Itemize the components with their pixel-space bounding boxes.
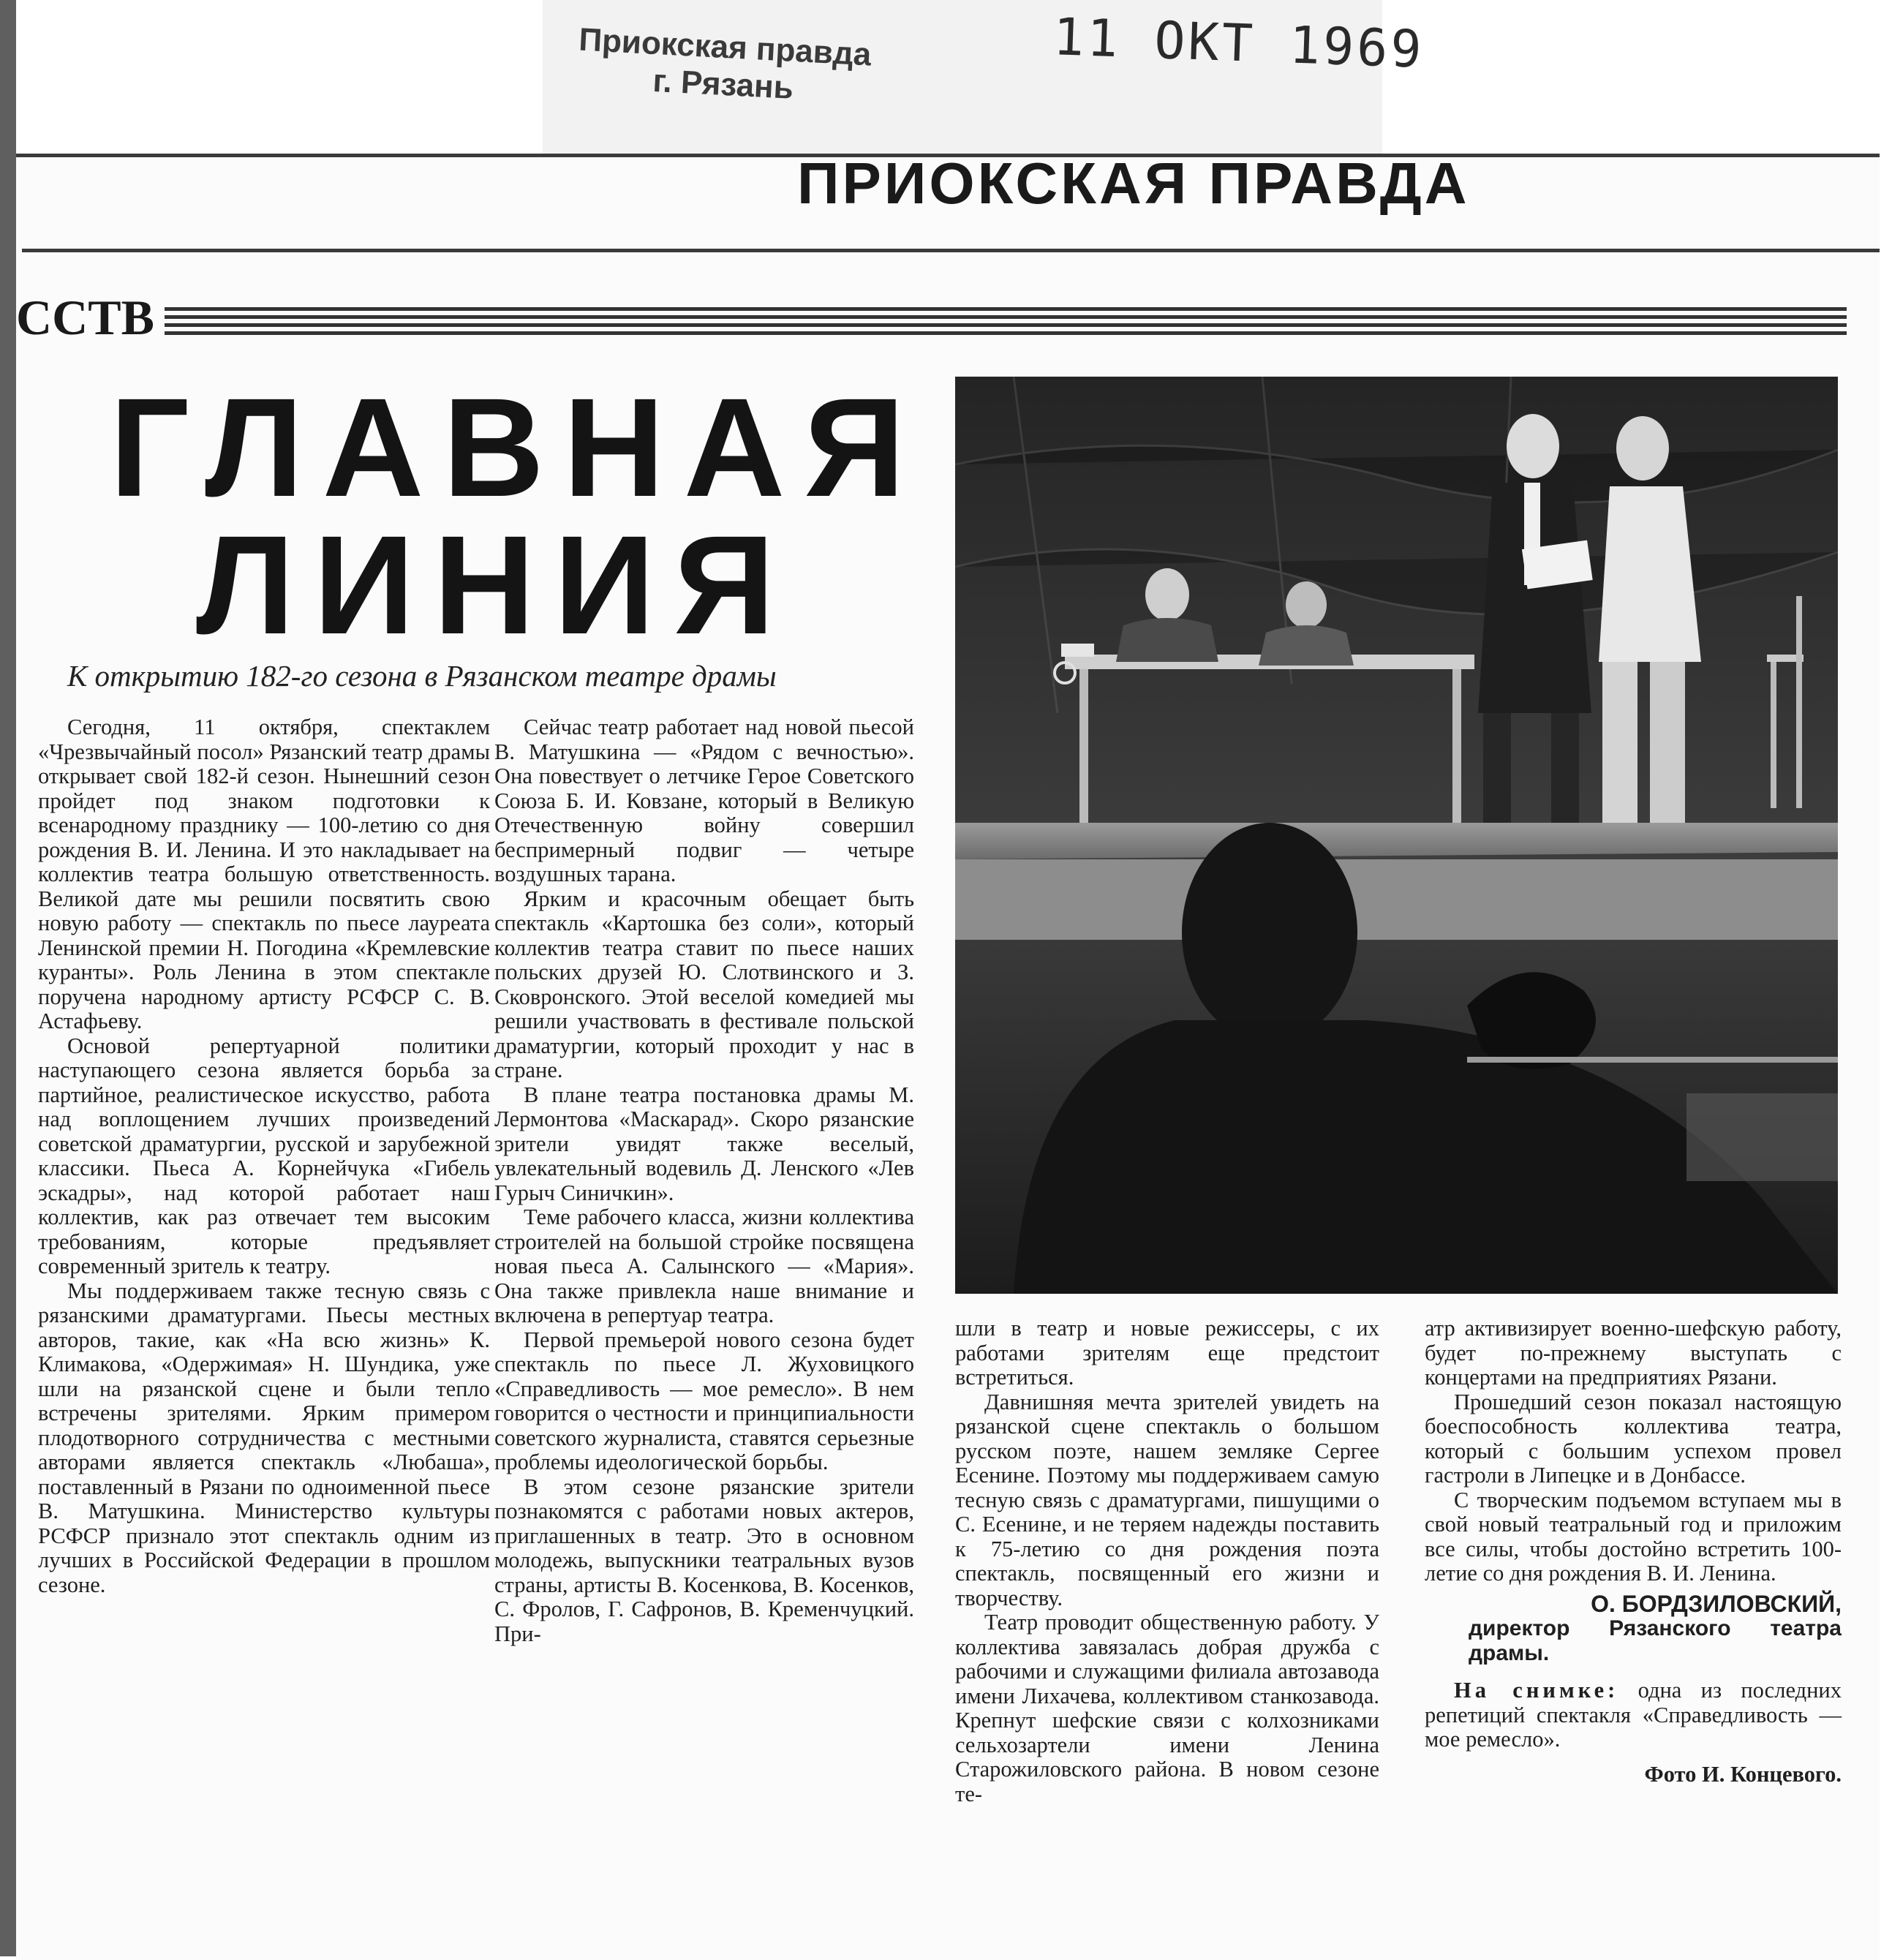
archive-stamp	[576, 22, 872, 111]
paragraph: Прошедший сезон показал настоящую боеспособность коллектива театра, который с большим успехом провел гастроли в Липецке и в Донбассе.	[1425, 1389, 1842, 1488]
stamp-date: 11 ОКТ 1969	[1052, 7, 1425, 80]
headline-line-2: ЛИНИЯ	[196, 506, 794, 663]
author-name: О. БОРДЗИЛОВСКИЙ,	[1591, 1590, 1842, 1617]
paragraph: Первой премьерой нового сезона будет спектакль по пьесе Л. Жуховицкого «Справедливость — мое ремесло». В нем говорится о честности и принципиальности советского журналиста, ставятся серьезные проблемы идеологической борьбы.	[494, 1327, 914, 1474]
rubric-hatch-lines	[165, 307, 1847, 335]
paragraph: Театр проводит общественную работу. У коллектива завязалась добрая дружба с рабочими и служащими филиала автозавода имени Лихачева, коллективом станкозавода. Крепнут шефские связи с колхозниками сельхозартели имени Ленина Старожиловского района. В новом сезоне те-	[955, 1610, 1379, 1806]
photo-credit: Фото И. Концевого.	[1644, 1761, 1842, 1787]
paragraph: шли в театр и новые режиссеры, с их работами зрителям еще предстоит встретиться.	[955, 1316, 1379, 1390]
paragraph: В этом сезоне рязанские зрители познакомятся с работами новых актеров, приглашенных в театр. Это в основном молодежь, выпускники театральных вузов страны, артисты В. Косенкова, В. Косенков, С. Фролов, Г. Сафронов, В. Кременчуцкий. При-	[494, 1474, 914, 1646]
paragraph: атр активизирует военно-шефскую работу, будет по-прежнему выступать с концертами на предприятиях Рязани.	[1425, 1316, 1842, 1390]
article-column-2	[494, 715, 914, 1646]
article-column-3	[955, 1316, 1379, 1806]
newspaper-masthead: ПРИОКСКАЯ ПРАВДА	[797, 151, 1470, 216]
paragraph: Основой репертуарной политики наступающего сезона является борьба за партийное, реалистическое искусство, работа над воплощением лучших произведений советской драматургии, русской и зарубежной классики. Пьеса А. Корнейчука «Гибель эскадры», над которой работает наш коллектив, как раз отвечает тем высоким требованиям, которые предъявляет современный зритель к театру.	[38, 1033, 490, 1278]
rubric-label: ССТВ	[16, 290, 154, 345]
caption-text: одна из последних репетиций спектакля «Справедливость — мое ремесло».	[1425, 1678, 1842, 1752]
background-strip	[0, 0, 16, 1956]
paragraph: Теме рабочего класса, жизни коллектива строителей на большой стройке посвящена новая пьеса А. Салынского — «Мария». Она также привлекла наше внимание и включена в репертуар театра.	[494, 1205, 914, 1327]
article-column-4	[1425, 1316, 1842, 1787]
stamp-line-2: г. Рязань	[652, 62, 795, 106]
paragraph: Сегодня, 11 октября, спектаклем «Чрезвычайный посол» Рязанский театр драмы открывает свой 182-й сезон. Нынешний сезон пройдет под знаком подготовки к всенародному празднику — 100-летию со дня рождения В. И. Ленина. И это накладывает на коллектив театра большую ответственность. Великой дате мы решили посвятить свою новую работу — спектакль по пьесе лауреата Ленинской премии Н. Погодина «Кремлевские куранты». Роль Ленина в этом спектакле поручена народному артисту РСФСР С. В. Астафьеву.	[38, 715, 490, 1033]
headline-line-1: ГЛАВНАЯ	[110, 369, 924, 526]
article-headline	[110, 369, 924, 663]
paragraph: С творческим подъемом вступаем мы в свой новый театральный год и приложим все силы, чтобы достойно встретить 100-летие со дня рождения В. И. Ленина.	[1425, 1487, 1842, 1586]
paragraph: Давнишняя мечта зрителей увидеть на рязанской сцене спектакль о большом русском поэте, нашем земляке Сергее Есенине. Поэтому мы поддерживаем самую тесную связь с драматургами, пишущими о С. Есенине, и не теряем надежды поставить к 75-летию со дня рождения поэта спектакль, посвященный его жизни и творчеству.	[955, 1389, 1379, 1610]
paragraph: В плане театра постановка драмы М. Лермонтова «Маскарад». Скоро рязанские зрители увидят также веселый, увлекательный водевиль Д. Ленского «Лев Гурыч Синичкин».	[494, 1082, 914, 1205]
rehearsal-photo	[955, 377, 1838, 1294]
photo-image	[955, 377, 1838, 1294]
article-column-1	[38, 715, 490, 1597]
photo-caption	[1425, 1678, 1842, 1752]
masthead-rule	[22, 249, 1880, 252]
caption-lead: На снимке:	[1454, 1678, 1619, 1703]
paragraph: Ярким и красочным обещает быть спектакль «Картошка без соли», который коллектив театра ставит по пьесе наших польских друзей Ю. Слотвинского и З. Сковронского. Этой веселой комедией мы решили участвовать в фестивале польской драматургии, который проходит у нас в стране.	[494, 886, 914, 1082]
stamp-line-1: Приокская правда	[578, 21, 872, 73]
paragraph: Мы поддерживаем также тесную связь с рязанскими драматургами. Пьесы местных авторов, такие, как «На всю жизнь» К. Климакова, «Одержимая» Н. Шундика, уже шли на рязанской сцене и были тепло встречены зрителями. Ярким примером плодотворного сотрудничества с местными авторами является спектакль «Любаша», поставленный в Рязани по одноименной пьесе В. Матушкина. Министерство культуры РСФСР признало этот спектакль одним из лучших в Российской Федерации в прошлом сезоне.	[38, 1278, 490, 1597]
author-role: директор Рязанского театра драмы.	[1469, 1616, 1842, 1665]
paragraph: Сейчас театр работает над новой пьесой В. Матушкина — «Рядом с вечностью». Она повествует о летчике Герое Советского Союза Б. И. Ковзане, который в Великую Отечественную войну совершил беспримерный подвиг — четыре воздушных тарана.	[494, 715, 914, 886]
article-subheadline: К открытию 182-го сезона в Рязанском театре драмы	[67, 659, 777, 693]
